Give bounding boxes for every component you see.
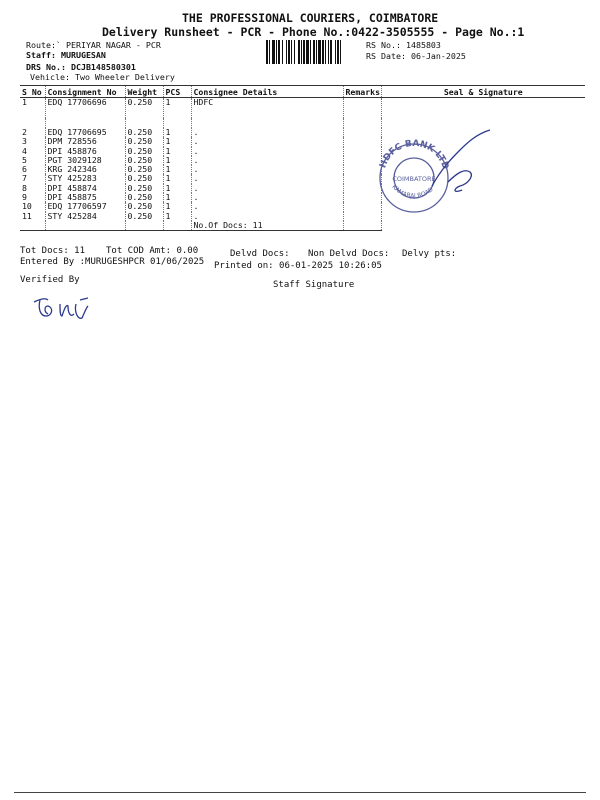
barcode-bar — [291, 40, 292, 64]
cell-consignment: KRG 242346 — [45, 165, 125, 174]
cell-consignment: EDQ 17706696 — [45, 98, 125, 119]
entered-by: Entered By :MURUGESHPCR 01/06/2025 — [20, 257, 205, 267]
stamp-top-text: HDFC BANK LTD — [378, 138, 451, 171]
stamp-bottom-text: KAMARAJ ROAD — [390, 183, 435, 200]
cell-sno: 9 — [22, 192, 27, 203]
cell-pcs: 1 — [163, 165, 191, 174]
barcode-bar — [337, 40, 339, 64]
cell-sno: 7 — [22, 173, 27, 184]
cell-weight: 0.250 — [125, 174, 163, 183]
barcode-bar — [288, 40, 290, 64]
svg-text:KAMARAJ ROAD — [390, 184, 435, 200]
cell-pcs: 1 — [163, 137, 191, 146]
cell-pcs: 1 — [163, 193, 191, 202]
barcode-bar — [269, 40, 270, 64]
verifier-signature — [30, 290, 100, 326]
rs-date: RS Date: 06-Jan-2025 — [366, 51, 466, 61]
barcode-bar — [272, 40, 275, 64]
consignment-table — [20, 85, 585, 231]
col-header-remarks: Remarks — [343, 86, 381, 98]
rs-number: RS No.: 1485803 — [366, 40, 441, 50]
barcode-bar — [298, 40, 300, 64]
cell-consignment: EDQ 17706597 — [45, 202, 125, 211]
cell-consignee: . — [191, 212, 343, 221]
delivery-points: Delvy pts: — [402, 249, 457, 259]
col-header-weight: Weight — [125, 86, 163, 98]
barcode-bar — [266, 40, 268, 64]
cell-weight: 0.250 — [125, 98, 163, 119]
staff-signature-label: Staff Signature — [273, 280, 355, 290]
cell-weight: 0.250 — [125, 156, 163, 165]
cell-pcs: 1 — [163, 98, 191, 119]
barcode-bar — [313, 40, 315, 64]
table-header-row — [20, 86, 585, 98]
barcode-bar — [286, 40, 287, 64]
cell-consignment: DPM 728556 — [45, 137, 125, 146]
cell-sno: 10 — [22, 201, 32, 212]
cell-consignment: DPI 458876 — [45, 147, 125, 156]
cell-sno: 5 — [22, 154, 27, 165]
cell-consignee: . — [191, 137, 343, 146]
table-row — [20, 98, 585, 119]
cell-consignee: HDFC — [191, 98, 343, 119]
barcode-bar — [294, 40, 295, 64]
tot-docs: Tot Docs: 11 — [20, 246, 86, 256]
barcode-bar — [303, 40, 305, 64]
cell-consignment: DPI 458874 — [45, 184, 125, 193]
cell-pcs: 1 — [163, 156, 191, 165]
col-header-consignee: Consignee Details — [191, 86, 343, 98]
vehicle-text: Vehicle: Two Wheeler Delivery — [30, 72, 175, 82]
cell-consignment: EDQ 17706695 — [45, 128, 125, 137]
barcode-bar — [330, 40, 332, 64]
svg-text:HDFC BANK LTD — [378, 139, 450, 171]
verified-by-label: Verified By — [20, 275, 80, 285]
cell-weight: 0.250 — [125, 137, 163, 146]
cell-sno: 6 — [22, 164, 27, 175]
barcode-bar — [278, 40, 280, 64]
cell-sno: 1 — [22, 97, 27, 107]
cell-remarks — [343, 98, 381, 119]
barcode-bar — [328, 40, 329, 64]
drs-number: DRS No.: DCJB148580301 — [26, 62, 136, 72]
barcode-bar — [335, 40, 336, 64]
cell-weight: 0.250 — [125, 165, 163, 174]
barcode-bar — [318, 40, 321, 64]
no-of-docs: No.Of Docs: 11 — [191, 221, 343, 231]
cell-weight: 0.250 — [125, 193, 163, 202]
barcode-bar — [306, 40, 309, 64]
delivered-docs: Delvd Docs: — [230, 249, 290, 259]
company-title: THE PROFESSIONAL COURIERS, COIMBATORE — [182, 11, 439, 25]
cell-consignment: STY 425283 — [45, 174, 125, 183]
col-header-pcs: PCS — [163, 86, 191, 98]
cell-consignee: . — [191, 202, 343, 211]
cell-pcs: 1 — [163, 202, 191, 211]
cell-sno: 11 — [22, 210, 32, 221]
cell-weight: 0.250 — [125, 128, 163, 137]
barcode-bar — [322, 40, 324, 64]
cell-weight: 0.250 — [125, 147, 163, 156]
barcode-image — [266, 40, 360, 64]
barcode-bar — [276, 40, 277, 64]
route-text: Route:` PERIYAR NAGAR - PCR — [26, 40, 161, 50]
cell-sno: 3 — [22, 136, 27, 147]
cell-sno: 2 — [22, 127, 27, 137]
staff-text: Staff: MURUGESAN — [26, 50, 106, 60]
non-delivered-docs: Non Delvd Docs: — [308, 249, 390, 259]
cell-pcs: 1 — [163, 184, 191, 193]
cell-sno: 4 — [22, 145, 27, 156]
cell-consignee: . — [191, 128, 343, 137]
cell-pcs: 1 — [163, 147, 191, 156]
barcode-bar — [340, 40, 341, 64]
cell-consignee: . — [191, 174, 343, 183]
cell-consignment: DPI 458875 — [45, 193, 125, 202]
cell-pcs: 1 — [163, 128, 191, 137]
footer-divider — [14, 792, 586, 793]
cell-consignee: . — [191, 184, 343, 193]
cell-weight: 0.250 — [125, 202, 163, 211]
cell-pcs: 1 — [163, 174, 191, 183]
barcode-bar — [282, 40, 283, 64]
barcode-bar — [301, 40, 302, 64]
barcode-bar — [325, 40, 326, 64]
hdfc-bank-seal — [372, 128, 498, 224]
cell-sno: 8 — [22, 182, 27, 193]
col-header-seal: Seal & Signature — [381, 86, 585, 98]
tot-cod-amount: Tot COD Amt: 0.00 — [106, 246, 199, 256]
cell-consignee: . — [191, 165, 343, 174]
runsheet-subtitle: Delivery Runsheet - PCR - Phone No.:0422-3505555 - Page No.:1 — [102, 25, 525, 39]
cell-consignment: PGT 3029128 — [45, 156, 125, 165]
cell-consignment: STY 425284 — [45, 212, 125, 221]
cell-consignee: . — [191, 193, 343, 202]
col-header-sno: S No — [20, 86, 45, 98]
printed-on: Printed on: 06-01-2025 10:26:05 — [214, 261, 382, 271]
cell-consignee: . — [191, 147, 343, 156]
cell-weight: 0.250 — [125, 184, 163, 193]
barcode-bar — [310, 40, 311, 64]
stamp-center-text: COIMBATORE — [392, 175, 436, 183]
cell-consignee: . — [191, 156, 343, 165]
barcode-bar — [316, 40, 317, 64]
cell-pcs: 1 — [163, 212, 191, 221]
cell-weight: 0.250 — [125, 212, 163, 221]
col-header-consignment: Consignment No — [45, 86, 125, 98]
